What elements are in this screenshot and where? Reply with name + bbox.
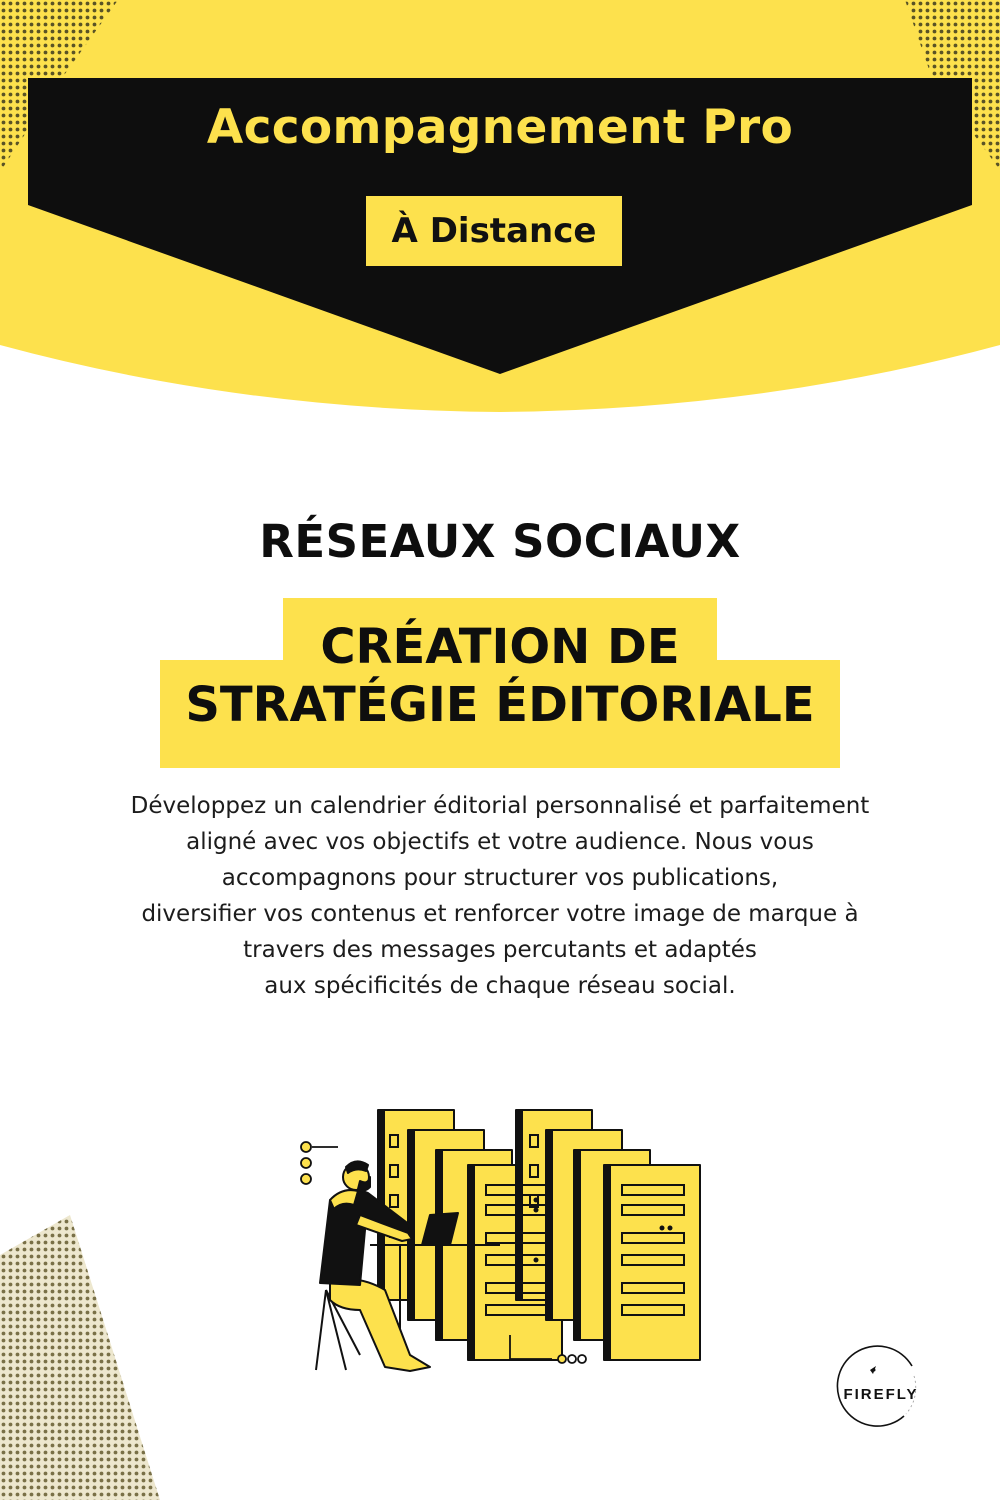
description-line: Développez un calendrier éditorial personnalisé et parfaitement bbox=[130, 793, 870, 819]
description-line: accompagnons pour structurer vos publications, bbox=[221, 865, 779, 891]
description-line: travers des messages percutants et adaptés bbox=[243, 937, 757, 963]
distance-badge: À Distance bbox=[366, 196, 622, 266]
server-rack-illustration bbox=[290, 1105, 710, 1385]
highlight-heading bbox=[150, 618, 850, 734]
description-line: aux spécificités de chaque réseau social. bbox=[264, 973, 736, 999]
highlight-line-1: CRÉATION DE bbox=[320, 619, 680, 675]
highlight-line-2: STRATÉGIE ÉDITORIALE bbox=[185, 677, 815, 733]
description bbox=[30, 788, 970, 1004]
logo-name: FIREFLY bbox=[843, 1386, 919, 1403]
firefly-logo-icon bbox=[826, 1336, 922, 1432]
description-line: diversifier vos contenus et renforcer votre image de marque à bbox=[141, 901, 859, 927]
section-title: RÉSEAUX SOCIAUX bbox=[259, 515, 741, 568]
header-title: Accompagnement Pro bbox=[206, 100, 794, 155]
description-line: aligné avec vos objectifs et votre audience. Nous vous bbox=[186, 829, 814, 855]
